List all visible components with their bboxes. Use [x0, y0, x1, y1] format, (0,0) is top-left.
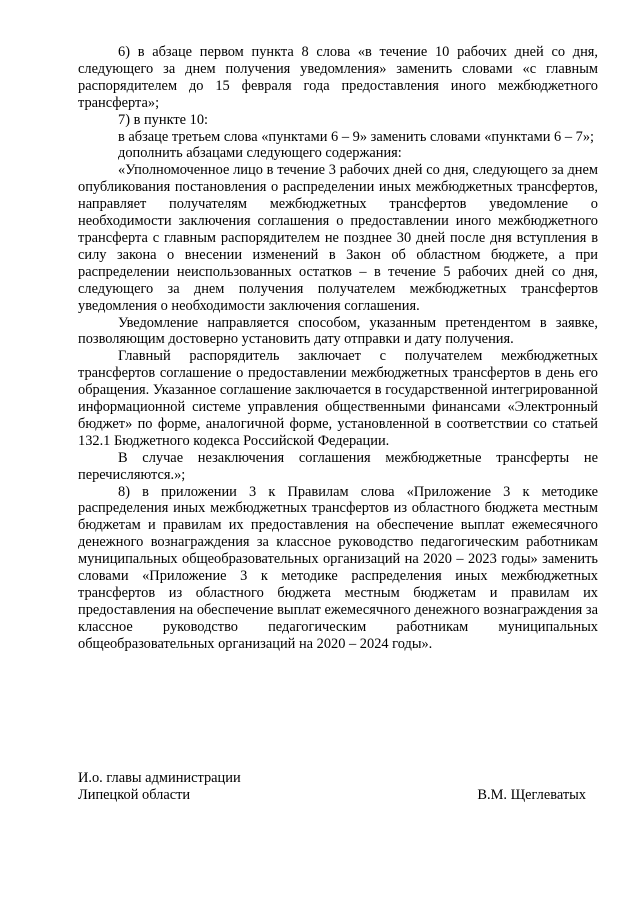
paragraph-quote-4: В случае незаключения соглашения межбюджетные трансферты не перечисляются.»; — [78, 449, 598, 483]
signature-block — [78, 770, 586, 804]
paragraph-item-7-sub2: дополнить абзацами следующего содержания: — [118, 145, 402, 162]
paragraph-quote-2: Уведомление направляется способом, указанным претендентом в заявке, позволяющим достоверно установить дату отправки и дату получения. — [78, 314, 598, 348]
signature-position-line1: И.о. главы администрации — [78, 770, 241, 786]
signature-position-line2: Липецкой области — [78, 787, 191, 803]
document-body — [78, 44, 598, 653]
paragraph-quote-1: «Уполномоченное лицо в течение 3 рабочих дней со дня, следующего за днем опубликования постановления о распределении иных межбюджетных трансфертов, направляет получателям межбюджетных трансфертов уведомление о необходимости заключения соглашения о предоставлении иного межбюджетного трансферта с главным распорядителем не позднее 30 дней после дня вступления в силу закона о внесении изменений в Закон об областном бюджете, а при распределении неиспользованных остатков – в течение 5 рабочих дней со дня, следующего за днем получения получателем межбюджетных трансфертов уведомления о необходимости заключения соглашения. — [78, 162, 598, 314]
paragraph-item-8: 8) в приложении 3 к Правилам слова «Приложение 3 к методике распределения иных межбюджетных трансфертов из областного бюджета местным бюджетам и правилам их предоставления на обеспечение выплат ежемесячного денежного вознаграждения за классное руководство педагогическим работникам муниципальных общеобразовательных организаций на 2020 – 2023 годы» заменить словами «Приложение 3 к методике распределения иных межбюджетных трансфертов из областного бюджета местным бюджетам и правилам их предоставления на обеспечение выплат ежемесячного денежного вознаграждения за классное руководство педагогическим работникам муниципальных общеобразовательных организаций на 2020 – 2024 годы». — [78, 483, 598, 652]
paragraph-item-6: 6) в абзаце первом пункта 8 слова «в течение 10 рабочих дней со дня, следующего за днем получения уведомления» заменить словами «с главным распорядителем до 15 февраля года предоставления иного межбюджетного трансферта»; — [78, 44, 598, 111]
paragraph-quote-3: Главный распорядитель заключает с получателем межбюджетных трансфертов соглашение о предоставлении межбюджетных трансфертов в день его обращения. Указанное соглашение заключается в государственной интегрированной информационной системе управления общественными финансами «Электронный бюджет» по форме, аналогичной форме, установленной в соответствии со статьей 132.1 Бюджетного кодекса Российской Федерации. — [78, 348, 598, 449]
signature-row — [78, 787, 586, 804]
paragraph-item-7: 7) в пункте 10: — [118, 111, 209, 128]
paragraph-item-7-sub1: в абзаце третьем слова «пунктами 6 – 9» заменить словами «пунктами 6 – 7»; — [118, 128, 595, 145]
signature-name: В.М. Щеглеватых — [477, 787, 586, 803]
